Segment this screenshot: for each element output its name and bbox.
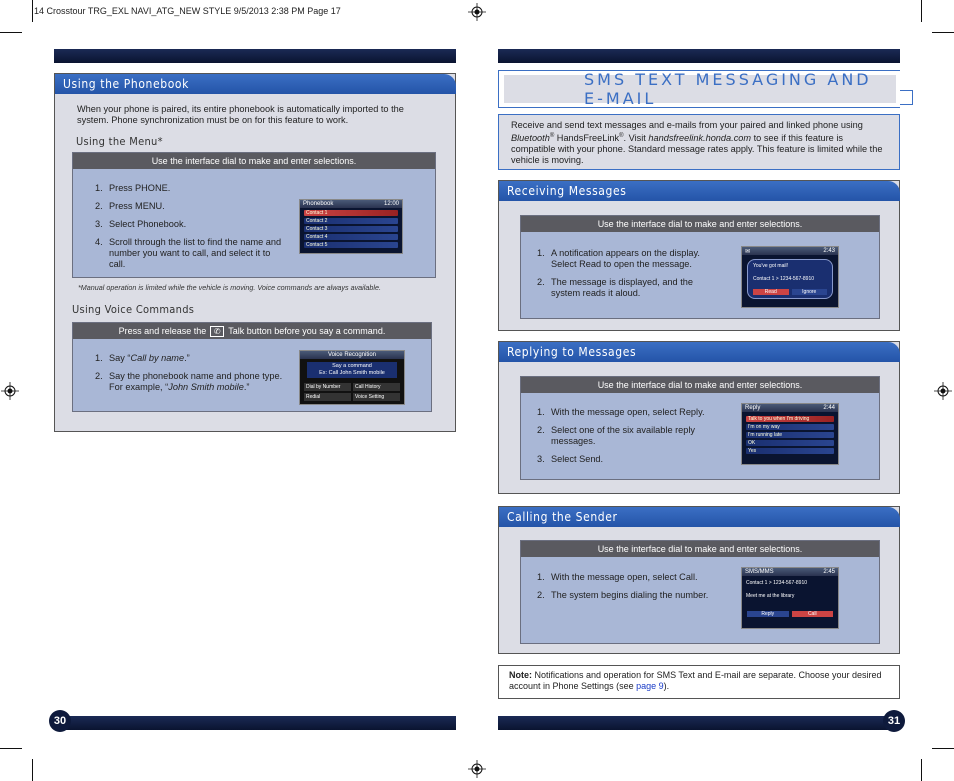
phonebook-panel [54,73,456,432]
crop-mark [0,32,22,33]
list-item: 3. Select Send. [537,454,604,464]
list-item: 2. Select one of the six available reply messages. [537,425,696,446]
menu-instruction-box [72,152,436,278]
section-title: Replying to Messages [499,342,900,362]
voice-subhead: Using Voice Commands [72,303,195,316]
chapter-tab [900,90,913,105]
crop-mark [932,32,954,33]
crop-mark [932,748,954,749]
receiving-instruction-header: Use the interface dial to make and enter selections. [521,216,879,232]
reply-button: Reply [747,611,789,617]
list-item: 1. With the message open, select Reply. [537,407,705,417]
list-item: 4. Scroll through the list to find the name and number you want to call, and select it to call. [95,237,282,269]
ignore-button: Ignore [792,289,828,295]
section-title: Receiving Messages [499,181,900,201]
replying-screenshot: Reply 2:44 Talk to you when I'm driving I'm on my way I'm running late OK Yes [741,403,839,465]
registration-mark-icon [1,382,19,400]
voice-screenshot: Voice Recognition Say a command Ex: Call John Smith mobile Dial by Number Call History Redial Voice Setting [299,350,405,405]
replying-instruction-box [520,376,880,480]
list-item: 2. Say the phonebook name and phone type. For example, “John Smith mobile.” [95,371,283,392]
list-item: 2. Press MENU. [95,201,165,211]
call-button: Call [792,611,834,617]
section-title [55,74,456,94]
replying-panel [498,341,900,494]
print-slug: 14 Crosstour TRG_EXL NAVI_ATG_NEW STYLE 9/5/2013 2:38 PM Page 17 [34,6,341,16]
receiving-steps [537,248,717,306]
crop-mark [0,748,22,749]
menu-instruction-header: Use the interface dial to make and enter selections. [73,153,435,169]
crop-mark [921,759,922,781]
calling-instruction-box [520,540,880,644]
voice-steps [95,353,285,400]
list-item: 2. The message is displayed, and the system reads it aloud. [537,277,693,298]
page-number: 31 [883,710,905,732]
talk-button-icon: ✆ [210,326,224,337]
page-number: 30 [49,710,71,732]
crop-mark [32,0,33,22]
chapter-title: SMS TEXT MESSAGING AND E-MAIL [504,75,896,103]
page-link[interactable]: page 9 [636,681,664,691]
menu-subhead: Using the Menu* [76,135,163,148]
page-footer-bar [54,716,456,730]
receiving-instruction-box [520,215,880,319]
page-header-bar [54,49,456,63]
crop-mark [921,0,922,22]
registration-mark-icon [468,3,486,21]
phonebook-screenshot: Phonebook 12:00 Contact 1 Contact 2 Contact 3 Contact 4 Contact 5 [299,199,403,254]
note-text: Note: Notifications and operation for SMS Text and E-mail are separate. Choose your desired account in Phone Settings (see page 9). [509,670,882,691]
section-title: Calling the Sender [499,507,900,527]
list-item: 3. Select Phonebook. [95,219,187,229]
list-item: 1. Say “Call by name.” [95,353,190,363]
chapter-title-frame [498,70,900,108]
calling-instruction-header: Use the interface dial to make and enter selections. [521,541,879,557]
menu-steps [95,183,285,277]
page-header-bar [498,49,900,63]
phonebook-title: Using the Phonebook [63,77,189,91]
registration-mark-icon [468,760,486,778]
list-item: 1. With the message open, select Call. [537,572,698,582]
sms-intro [498,114,900,170]
list-item: 1. A notification appears on the display. Select Read to open the message. [537,248,700,269]
phonebook-intro: When your phone is paired, its entire phonebook is automatically imported to the system. Phone synchronization must be on for this feature to work. [77,104,404,125]
voice-instruction-header: Press and release the ✆ Talk button before you say a command. [73,323,431,339]
calling-screenshot: SMS/MMS 2:45 Contact 1 > 1234-567-8910 Meet me at the library Reply Call [741,567,839,629]
note-box [498,665,900,699]
footnote: *Manual operation is limited while the vehicle is moving. Voice commands are always available. [78,283,381,292]
read-button: Read [753,289,789,295]
crop-mark [32,759,33,781]
receiving-screenshot: ✉ 2:43 You've got mail! Contact 1 > 1234-567-8910 Read Ignore [741,246,839,308]
voice-instruction-box [72,322,432,412]
calling-panel [498,506,900,654]
page-footer-bar [498,716,900,730]
replying-instruction-header: Use the interface dial to make and enter selections. [521,377,879,393]
calling-steps [537,572,727,608]
registration-mark-icon [934,382,952,400]
list-item: 2. The system begins dialing the number. [537,590,709,600]
receiving-panel [498,180,900,331]
sms-intro-text: Receive and send text messages and e-mails from your paired and linked phone using Bluetooth® HandsFreeLink®. Visit handsfreelink.honda.com to see if this feature is compatible with your phone. Standard message rates apply. This feature is limited while the vehicle is moving. [511,120,883,166]
list-item: 1. Press PHONE. [95,183,171,193]
replying-steps [537,407,717,472]
